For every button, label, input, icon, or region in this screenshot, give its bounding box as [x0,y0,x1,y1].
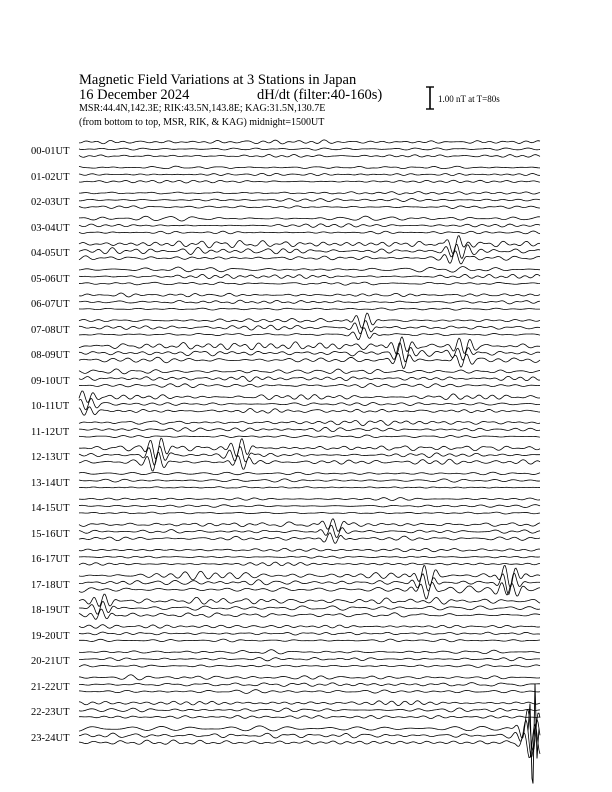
trace-msr-00-01UT [79,140,540,144]
trace-rik-16-17UT [79,556,540,558]
trace-msr-13-14UT [79,472,540,475]
trace-rik-17-18UT [79,573,540,594]
hour-label: 19-20UT [31,630,70,642]
hour-label: 06-07UT [31,299,70,310]
trace-rik-01-02UT [79,173,540,175]
hour-label: 00-01UT [31,146,70,157]
trace-kag-07-08UT [79,328,540,340]
hour-label: 17-18UT [31,579,70,591]
hour-label: 03-04UT [31,222,70,234]
hour-label: 04-05UT [31,248,70,259]
hour-label: 05-06UT [31,273,70,285]
trace-kag-15-16UT [79,533,540,544]
trace-kag-04-05UT [79,251,540,264]
trace-kag-18-19UT [79,609,540,619]
hour-label: 11-12UT [31,426,70,438]
trace-msr-06-07UT [79,293,540,297]
hour-label: 21-22UT [31,681,70,693]
hour-label: 01-02UT [31,171,70,183]
trace-rik-06-07UT [79,300,540,304]
order-note: (from bottom to top, MSR, RIK, & KAG) midnight=1500UT [79,117,325,128]
trace-msr-16-17UT [79,548,540,551]
trace-rik-15-16UT [79,525,540,537]
hour-label: 12-13UT [31,452,70,463]
trace-kag-01-02UT [79,180,540,183]
trace-kag-20-21UT [79,665,540,668]
trace-msr-10-11UT [79,391,540,402]
trace-msr-02-03UT [79,192,540,195]
hour-label: 20-21UT [31,656,70,667]
chart-quantity: dH/dt (filter:40-160s) [257,87,383,103]
hour-label: 02-03UT [31,197,70,208]
scale-bar [426,87,434,109]
scale-label: 1.00 nT at T=80s [438,94,500,104]
trace-rik-18-19UT [79,601,540,614]
trace-kag-10-11UT [79,407,540,415]
chart-title: Magnetic Field Variations at 3 Stations in Japan [79,72,357,88]
trace-msr-20-21UT [79,650,540,654]
trace-msr-07-08UT [79,313,540,328]
trace-rik-00-01UT [79,148,540,150]
trace-rik-10-11UT [79,398,540,409]
trace-group [79,140,540,784]
trace-msr-18-19UT [79,594,540,606]
hour-label: 16-17UT [31,554,70,565]
trace-rik-11-12UT [79,427,540,431]
trace-rik-03-04UT [79,224,540,228]
trace-rik-14-15UT [79,505,540,508]
hour-label: 13-14UT [31,477,70,489]
trace-msr-14-15UT [79,498,540,501]
trace-rik-05-06UT [79,274,540,278]
hour-label: 14-15UT [31,503,70,514]
trace-kag-05-06UT [79,282,540,285]
trace-msr-11-12UT [79,421,540,426]
hour-label: 22-23UT [31,707,70,718]
trace-msr-03-04UT [79,216,540,221]
trace-kag-08-09UT [79,353,540,368]
trace-kag-17-18UT [79,582,540,599]
trace-msr-15-16UT [79,519,540,532]
chart-date: 16 December 2024 [79,87,190,103]
trace-kag-09-10UT [79,384,540,388]
hour-label: 08-09UT [31,350,70,361]
trace-rik-20-21UT [79,658,540,661]
trace-rik-08-09UT [79,343,540,362]
hour-label: 15-16UT [31,528,70,540]
trace-msr-05-06UT [79,267,540,272]
trace-msr-21-22UT [79,675,540,680]
hour-label: 07-08UT [31,324,70,336]
trace-kag-23-24UT [79,725,540,758]
trace-msr-09-10UT [79,369,540,374]
trace-msr-22-23UT [79,701,540,706]
station-list: MSR:44.4N,142.3E; RIK:43.5N,143.8E; KAG:31.5N,130.7E [79,103,326,114]
hour-label: 18-19UT [31,605,70,616]
hour-label: 23-24UT [31,732,70,744]
trace-rik-02-03UT [79,199,540,202]
trace-kag-22-23UT [79,716,540,719]
trace-rik-22-23UT [79,708,540,712]
trace-rik-13-14UT [79,479,540,482]
trace-kag-19-20UT [79,639,540,642]
trace-kag-16-17UT [79,562,540,566]
trace-msr-23-24UT [79,709,540,751]
trace-kag-02-03UT [79,206,540,209]
trace-rik-23-24UT [79,719,540,756]
trace-kag-06-07UT [79,308,540,310]
trace-kag-03-04UT [79,231,540,234]
trace-msr-01-02UT [79,166,540,169]
trace-kag-11-12UT [79,435,540,438]
trace-kag-00-01UT [79,154,540,157]
trace-rik-07-08UT [79,321,540,334]
trace-rik-09-10UT [79,376,540,381]
trace-kag-13-14UT [79,487,540,488]
hour-label: 10-11UT [31,401,70,412]
hour-label: 09-10UT [31,375,70,387]
trace-msr-19-20UT [79,625,540,629]
trace-rik-19-20UT [79,632,540,635]
trace-rik-21-22UT [79,683,540,687]
trace-kag-14-15UT [79,512,540,514]
trace-kag-21-22UT [79,690,540,694]
